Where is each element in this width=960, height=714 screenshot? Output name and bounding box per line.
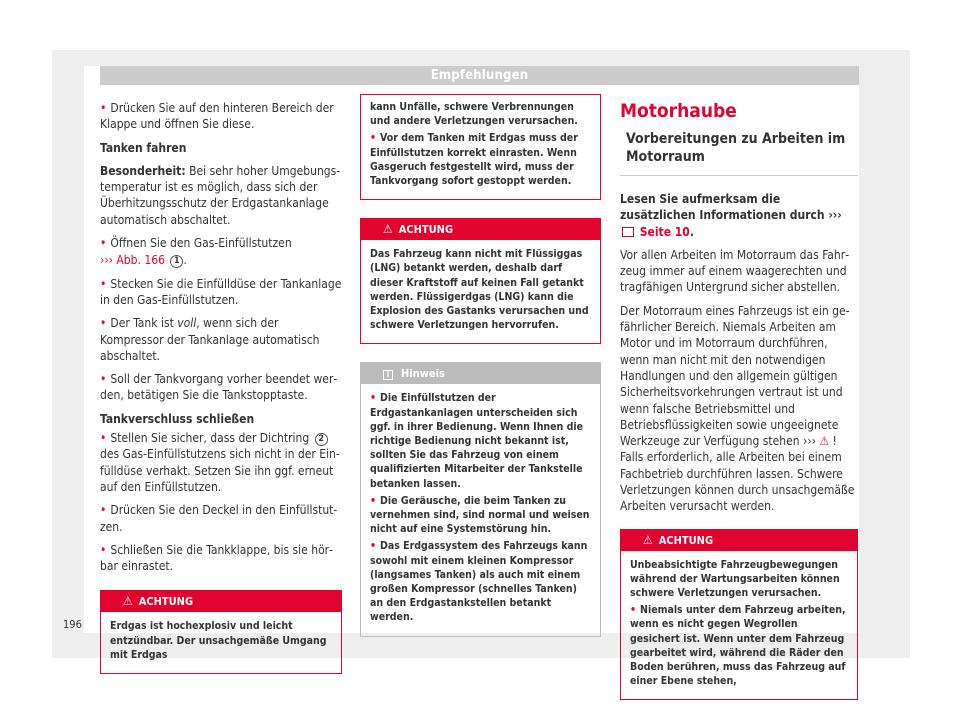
bullet-icon: • (370, 494, 377, 507)
list-item: • Das Erdgassystem des Fahrzeugs kann sowohl mit einem kleinen Kompressor (langsames Tanken) als auch mit einem großen Kompressor (schnelles Tanken) an den Erdgastankstellen betankt werden. (370, 540, 588, 624)
warning-body: Unbeabsichtigte Fahrzeugbewegungen während der Wartungsarbeiten können schwere Verletzungen verursachen. • Niemals unter dem Fahrzeug arbeiten, wenn es nicht gegen Wegrollen gesichert ist. Wenn unter dem Fahrzeug gearbeitet wird, während die Räder den Boden berühren, muss das Fahrzeug auf einer Ebene stehen, (621, 551, 857, 700)
bullet-icon: • (100, 503, 107, 518)
warning-box-continued (360, 94, 601, 200)
column-right (620, 100, 858, 714)
warning-box (620, 529, 858, 701)
book-icon (622, 227, 634, 237)
warning-header: ⚠ ACHTUNG (361, 219, 600, 240)
warning-header: ⚠ ACHTUNG (621, 530, 857, 551)
bullet-icon: • (370, 540, 377, 553)
bullet-icon: • (630, 604, 637, 617)
subsection-title: Vorbereitungen zu Arbeiten im Motorraum (620, 130, 858, 176)
paragraph: Der Motorraum eines Fahrzeugs ist ein gefährlicher Bereich. Niemals Arbeiten am Motor und im Motorraum durchführen, wenn man nicht mit den notwendigen Handlungen und den allgemein gültigen Sicherheitsvorkehrungen vertraut ist und wenn falsche Betriebsmittel und Betriebsflüssigkeiten sowie ungeeignete Werkzeuge zur Verfügung stehen ››› ⚠ ! Falls erforderlich, alle Arbeiten bei einem Fachbetrieb durchführen lassen. Schwere Verletzungen können durch unsachgemäße Arbeiten verursacht werden. (620, 303, 855, 514)
bullet-icon: • (370, 392, 377, 405)
list-item: • Drücken Sie auf den hinteren Bereich der Klappe und öffnen Sie diese. (100, 101, 334, 132)
list-item: • Der Tank ist voll, wenn sich der Kompressor der Tankanlage automatisch abschaltet. (100, 316, 320, 363)
bullet-icon: • (100, 101, 107, 115)
warning-body: kann Unfälle, schwere Verbrennungen und andere Verletzungen verursachen. • Vor dem Tanken mit Erdgas muss der Einfüllstutzen korrekt einrasten. Wenn Gasgeruch festgestellt wird, muss der Tankvorgang sofort gestoppt werden. (361, 95, 600, 199)
list-item: • Drücken Sie den Deckel in den Einfüllstutzen. (100, 503, 338, 534)
figure-link[interactable]: ››› Abb. 166 (100, 253, 165, 268)
warning-header: ⚠ ACHTUNG (101, 591, 341, 612)
bullet-icon: • (370, 132, 377, 145)
list-item: • Niemals unter dem Fahrzeug arbeiten, wenn es nicht gegen Wegrollen gesichert ist. Wenn unter dem Fahrzeug gearbeitet wird, während die Räder den Boden berühren, muss das Fahrzeug auf einer Ebene stehen, (630, 604, 846, 688)
bullet-icon: • (100, 316, 107, 331)
bullet-icon: • (100, 276, 107, 291)
paragraph-besonderheit: Besonderheit: Bei sehr hoher Umgebungstemperatur ist es möglich, dass sich der Überhitzungsschutz der Erdgastankanlage automatisch abschaltet. (100, 163, 341, 227)
warning-icon: ⚠ (383, 222, 393, 237)
warning-box (100, 590, 342, 674)
column-left (100, 100, 342, 688)
warning-body: Erdgas ist hochexplosiv und leicht entzündbar. Der unsachgemäße Umgang mit Erdgas (110, 620, 327, 661)
callout-2-icon: 2 (315, 433, 328, 446)
figure-reference: ››› Abb. 166 1 . (100, 253, 187, 268)
bullet-icon: • (100, 542, 107, 557)
info-icon: i (383, 370, 393, 380)
warning-icon: ⚠ (123, 594, 133, 609)
hint-header: i Hinweis (361, 363, 600, 384)
page-number: 196 (63, 618, 82, 631)
section-title: Motorhaube (620, 100, 737, 122)
lead-paragraph: Lesen Sie aufmerksam die zusätzlichen Informationen durch ››› Seite 10. (620, 192, 842, 239)
bullet-icon: • (100, 236, 107, 251)
list-item: • Öffnen Sie den Gas-Einfüllstutzen (100, 236, 292, 251)
warning-icon: ⚠ (819, 434, 830, 449)
paragraph: Vor allen Arbeiten im Motorraum das Fahrzeug immer auf einem waagerechten und tragfähigen Untergrund sicher abstellen. (620, 247, 850, 295)
list-item: • Stellen Sie sicher, dass der Dichtring 2 des Gas-Einfüllstutzens sich nicht in der Einfülldüse verhakt. Setzen Sie ihn ggf. erneut auf den Einfüllstutzen. (100, 431, 340, 494)
hint-box (360, 362, 601, 636)
heading-verschluss: Tankverschluss schließen (100, 411, 255, 426)
page-link[interactable]: Seite 10 (636, 224, 690, 239)
column-middle (360, 100, 601, 651)
list-item: • Stecken Sie die Einfülldüse der Tankanlage in den Gas-Einfüllstutzen. (100, 276, 342, 307)
section-header: Empfehlungen (100, 66, 859, 85)
list-item: • Soll der Tankvorgang vorher beendet werden, betätigen Sie die Tankstopptaste. (100, 372, 338, 403)
heading-tanken: Tanken fahren (100, 140, 187, 155)
warning-icon: ⚠ (643, 532, 653, 547)
list-item: • Vor dem Tanken mit Erdgas muss der Einfüllstutzen korrekt einrasten. Wenn Gasgeruch festgestellt wird, muss der Tankvorgang sofort gestoppt werden. (370, 132, 578, 188)
warning-box (360, 218, 601, 344)
bullet-icon: • (100, 372, 107, 387)
bullet-icon: • (100, 431, 107, 446)
hint-body (361, 384, 600, 635)
list-item: • Die Geräusche, die beim Tanken zu vernehmen sind, sind normal und weisen nicht auf eine Systemstörung hin. (370, 494, 590, 536)
list-item: • Die Einfüllstutzen der Erdgastankanlagen unterscheiden sich ggf. in ihrer Bedienung. Wenn Ihnen die richtige Bedienung nicht bekannt ist, sollten Sie das Fahrzeug von einem qualifizierten Mitarbeiter der Tankstelle betanken lassen. (370, 392, 583, 490)
callout-1-icon: 1 (170, 255, 183, 268)
list-item: • Schließen Sie die Tankklappe, bis sie hörbar einrastet. (100, 542, 334, 574)
warning-body: Das Fahrzeug kann nicht mit Flüssiggas (LNG) betankt werden, deshalb darf dieser Kraftstoff auf keinen Fall getankt werden. Flüssigerdgas (LNG) kann die Explosion des Gastanks verursachen und schwere Verletzungen hervorrufen. (370, 248, 589, 332)
